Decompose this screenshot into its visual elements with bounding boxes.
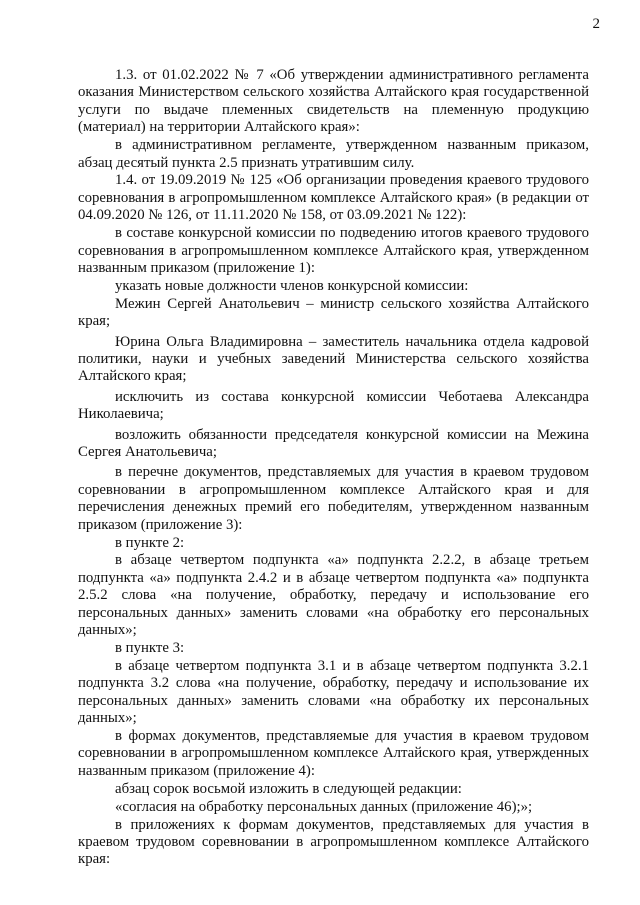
paragraph: в административном регламенте, утвержденном названным приказом, абзац десятый пункта 2.5 признать утратившим силу. xyxy=(78,137,589,171)
paragraph: возложить обязанности председателя конкурсной комиссии на Межина Сергея Анатольевича; xyxy=(78,426,589,461)
paragraph: Межин Сергей Анатольевич – министр сельского хозяйства Алтайского края; xyxy=(78,295,589,330)
page-number: 2 xyxy=(592,16,600,32)
paragraph: указать новые должности членов конкурсной комиссии: xyxy=(115,277,469,294)
paragraph: в абзаце четвертом подпункта 3.1 и в абзаце четвертом подпункта 3.2.1 подпункта 3.2 слова «на получение, обработку, передачу и использование их персональных данных» заменить словами «на обработку их персональных данных»; xyxy=(78,657,589,727)
paragraph-1-3: 1.3. от 01.02.2022 № 7 «Об утверждении административного регламента оказания Министерством сельского хозяйства Алтайского края государственной услуги по выдаче племенных свидетельств на племенную продукцию (материал) на территории Алтайского края»: xyxy=(78,67,589,136)
paragraph: «согласия на обработку персональных данных (приложение 46);»; xyxy=(115,798,533,815)
paragraph: исключить из состава конкурсной комиссии Чеботаева Александра Николаевича; xyxy=(78,388,589,423)
paragraph: в составе конкурсной комиссии по подведению итогов краевого трудового соревнования в агропромышленном комплексе Алтайского края, утвержденном названным приказом (приложение 1): xyxy=(78,225,589,276)
paragraph-1-4: 1.4. от 19.09.2019 № 125 «Об организации проведения краевого трудового соревнования в агропромышленном комплексе Алтайского края» (в редакции от 04.09.2020 № 126, от 11.11.2020 № 158, от 03.09.2021 № 122): xyxy=(78,172,589,224)
paragraph: в перечне документов, представляемых для участия в краевом трудовом соревновании в агропромышленном комплексе Алтайского края и для перечисления денежных премий его победителям, утвержденном названным приказом (приложение 3): xyxy=(78,464,589,533)
paragraph: абзац сорок восьмой изложить в следующей редакции: xyxy=(115,780,462,797)
paragraph: в формах документов, представляемые для участия в краевом трудовом соревновании в агропромышленном комплексе Алтайского края, утвержденных названным приказом (приложение 4): xyxy=(78,728,589,779)
document-body xyxy=(78,67,589,869)
paragraph: в пункте 2: xyxy=(115,534,185,551)
paragraph: в приложениях к формам документов, представляемых для участия в краевом трудовом соревновании в агропромышленном комплексе Алтайского края: xyxy=(78,816,589,868)
paragraph: Юрина Ольга Владимировна – заместитель начальника отдела кадровой политики, науки и учебных заведений Министерства сельского хозяйства Алтайского края; xyxy=(78,333,589,385)
paragraph: в пункте 3: xyxy=(115,640,185,656)
paragraph: в абзаце четвертом подпункта «а» подпункта 2.2.2, в абзаце третьем подпункта «а» подпункта 2.4.2 и в абзаце четвертом подпункта «а» подпункта 2.5.2 слова «на получение, обработку, передачу и использование его персональных данных» заменить словами «на обработку его персональных данных»; xyxy=(78,552,589,639)
